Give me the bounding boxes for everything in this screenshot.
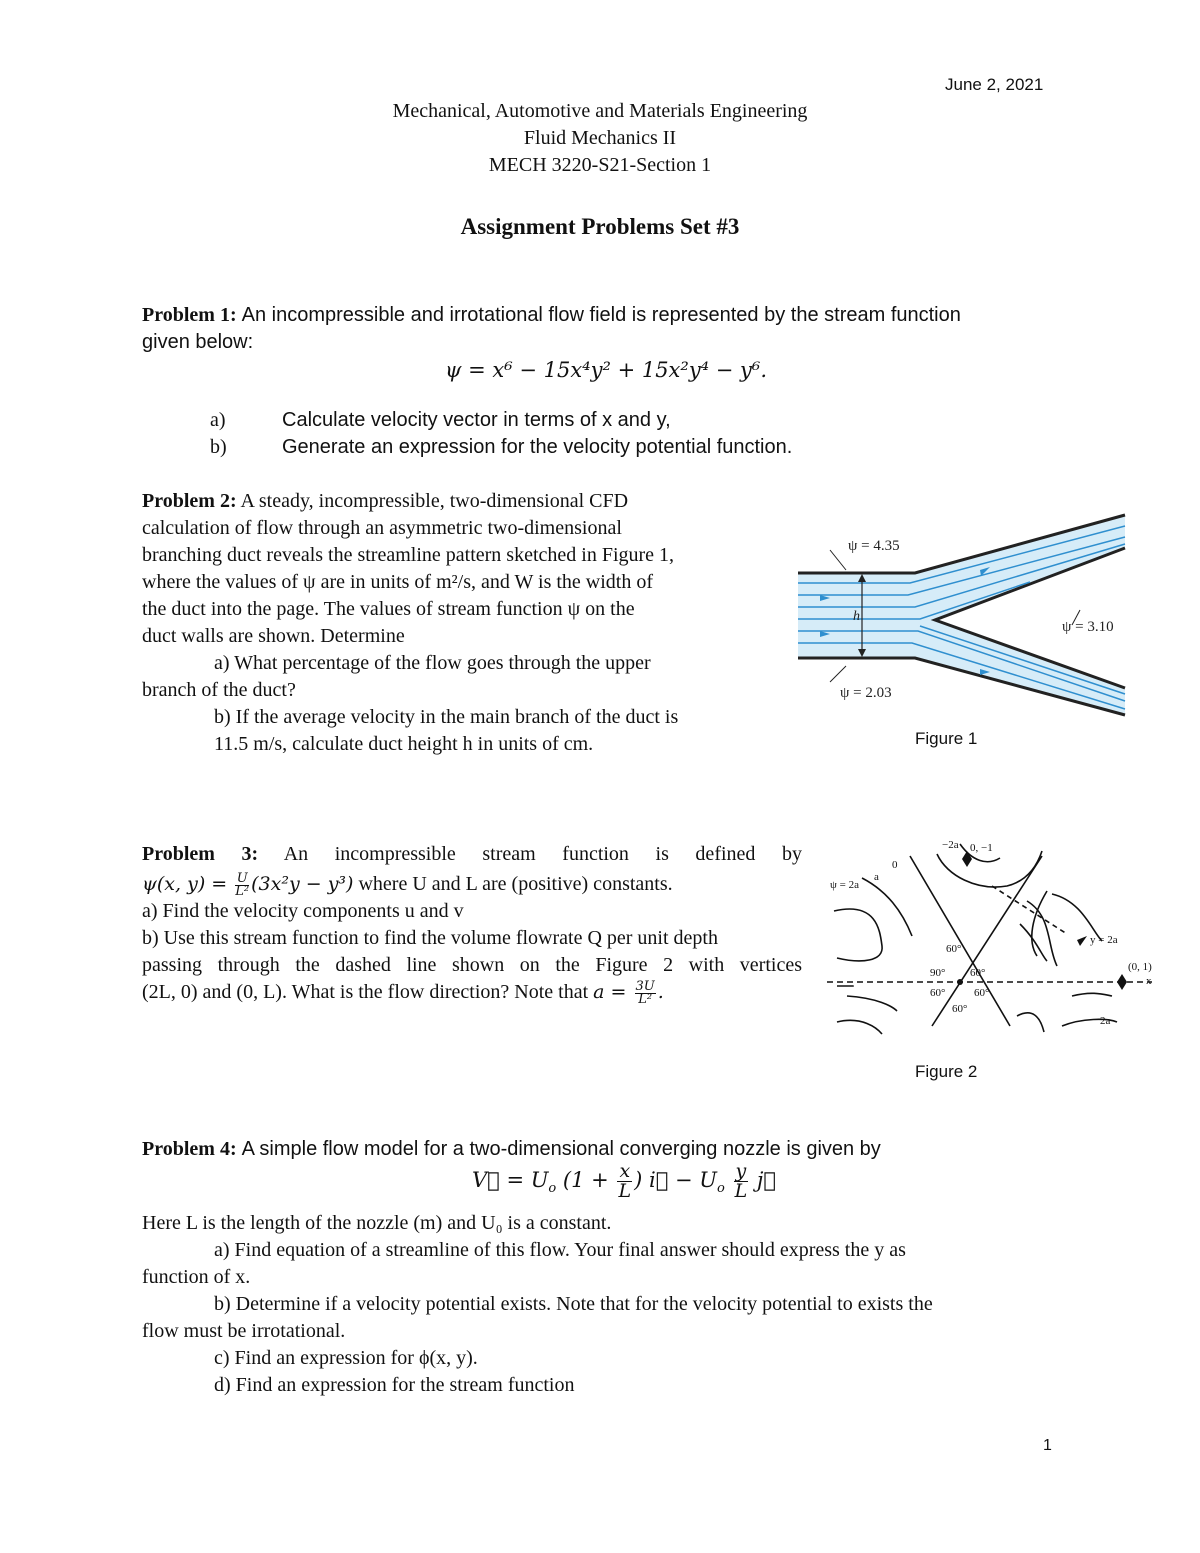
fig2-label: 2a <box>1100 1015 1111 1027</box>
fig2-label: ψ = 2a <box>830 879 859 891</box>
h-label: h <box>853 609 860 624</box>
problem-1-line2: given below: <box>142 331 254 353</box>
problem-3-line: An incompressible stream function is defined by <box>283 843 802 865</box>
fig2-label: −2a <box>942 839 959 851</box>
fig2-label: a <box>874 871 879 883</box>
problem-1-equation <box>445 358 767 382</box>
problem-3-label: Problem 3: <box>142 843 259 865</box>
problem-2-line: the duct into the page. The values of stream function ψ on the <box>142 598 635 620</box>
fig2-label: 60° <box>974 987 990 999</box>
page-title: Assignment Problems Set #3 <box>460 214 740 239</box>
fig2-label: 60° <box>970 967 986 979</box>
problem-4-label: Problem 4: <box>142 1138 237 1160</box>
psi-right-label: ψ = 3.10 <box>1062 619 1114 635</box>
course-name: Fluid Mechanics II <box>523 127 677 149</box>
problem-3-line: b) Use this stream function to find the volume flowrate Q per unit depth <box>142 927 718 949</box>
fig2-label: 0 <box>892 859 898 871</box>
problem-3-equation: ψ(x, y) = $\frac{U}{\text{L²}}$ (3x²y − y³) <box>142 870 354 899</box>
department: Mechanical, Automotive and Materials Engineering <box>392 100 808 122</box>
problem-2-line: duct walls are shown. Determine <box>142 625 405 647</box>
problem-4-line: Here L is the length of the nozzle (m) and U₀ is a constant. <box>142 1212 612 1234</box>
figure-1-duct <box>790 510 1140 725</box>
problem-1-item-a-text: Calculate velocity vector in terms of x and y, <box>282 409 671 431</box>
problem-2-line: a) What percentage of the flow goes through the upper <box>214 652 651 674</box>
problem-3 <box>142 841 802 1006</box>
figure-2-streamlines <box>822 836 1160 1036</box>
fig2-label: x <box>1146 975 1152 987</box>
fig2-label: 60° <box>952 1003 968 1015</box>
fig2-label: 90° <box>930 967 946 979</box>
fig2-label: 0, −1 <box>970 842 993 854</box>
fig2-label: y = 2a <box>1090 934 1118 946</box>
problem-4-line: function of x. <box>142 1266 251 1288</box>
problem-4-line: b) Determine if a velocity potential exists. Note that for the velocity potential to exists the <box>214 1293 933 1315</box>
problem-4-equation: V⃗ = $U_o$ (1 + $\frac{x}{L}$ ) i⃗ − $U_o$ $\frac{y}{L}$ j⃗ <box>472 1160 777 1202</box>
problem-3-line: passing through the dashed line shown on the Figure 2 with vertices <box>142 954 802 976</box>
figure-1-caption: Figure 1 <box>915 729 978 748</box>
problem-3-a-definition: a = $\frac{3U}{\text{L²}}$ . <box>593 978 664 1007</box>
problem-3-line: a) Find the velocity components u and v <box>142 900 464 922</box>
problem-2-line: calculation of flow through an asymmetric two-dimensional <box>142 517 622 539</box>
problem-1-line1: An incompressible and irrotational flow field is represented by the stream function <box>241 304 961 326</box>
problem-4-line: a) Find equation of a streamline of this flow. Your final answer should express the y as <box>214 1239 906 1261</box>
problem-1 <box>142 302 1042 356</box>
fig2-label: (0, 1) <box>1128 961 1152 973</box>
problem-4-intro: A simple flow model for a two-dimensional converging nozzle is given by <box>241 1138 881 1160</box>
problem-2-line: where the values of ψ are in units of m²/s, and W is the width of <box>142 571 654 593</box>
problem-2-line: A steady, incompressible, two-dimensional CFD <box>240 490 629 512</box>
problem-2-line: 11.5 m/s, calculate duct height h in units of cm. <box>214 733 594 755</box>
page-number: 1 <box>1043 1437 1052 1454</box>
date: June 2, 2021 <box>945 75 1044 94</box>
fig2-label: 60° <box>930 987 946 999</box>
problem-2 <box>142 488 782 758</box>
problem-4 <box>142 1136 1062 1163</box>
psi-top-label: ψ = 4.35 <box>848 538 900 554</box>
problem-3-line: where U and L are (positive) constants. <box>358 873 673 895</box>
problem-1-label: Problem 1: <box>142 304 237 326</box>
problem-1-item-b: b) <box>210 436 227 458</box>
problem-4-line: c) Find an expression for ϕ(x, y). <box>214 1347 478 1369</box>
equation-psi: ψ = x⁶ − 15x⁴y² + 15x²y⁴ − y⁶. <box>445 358 768 382</box>
problem-4-line: flow must be irrotational. <box>142 1320 346 1342</box>
course-section: MECH 3220-S21-Section 1 <box>488 154 712 176</box>
psi-bottom-label: ψ = 2.03 <box>840 685 892 701</box>
fig2-label: 60° <box>946 943 962 955</box>
problem-3-line: (2L, 0) and (0, L). What is the flow direction? Note that <box>142 981 589 1003</box>
figure-2-caption: Figure 2 <box>915 1062 978 1081</box>
problem-2-line: branch of the duct? <box>142 679 296 701</box>
problem-1-item-b-text: Generate an expression for the velocity potential function. <box>282 436 793 458</box>
problem-2-line: b) If the average velocity in the main branch of the duct is <box>214 706 679 728</box>
problem-2-line: branching duct reveals the streamline pattern sketched in Figure 1, <box>142 544 675 566</box>
problem-2-label: Problem 2: <box>142 490 237 512</box>
problem-4-line: d) Find an expression for the stream function <box>214 1374 575 1396</box>
problem-4-body <box>142 1210 1062 1399</box>
problem-1-item-a: a) <box>210 409 226 431</box>
